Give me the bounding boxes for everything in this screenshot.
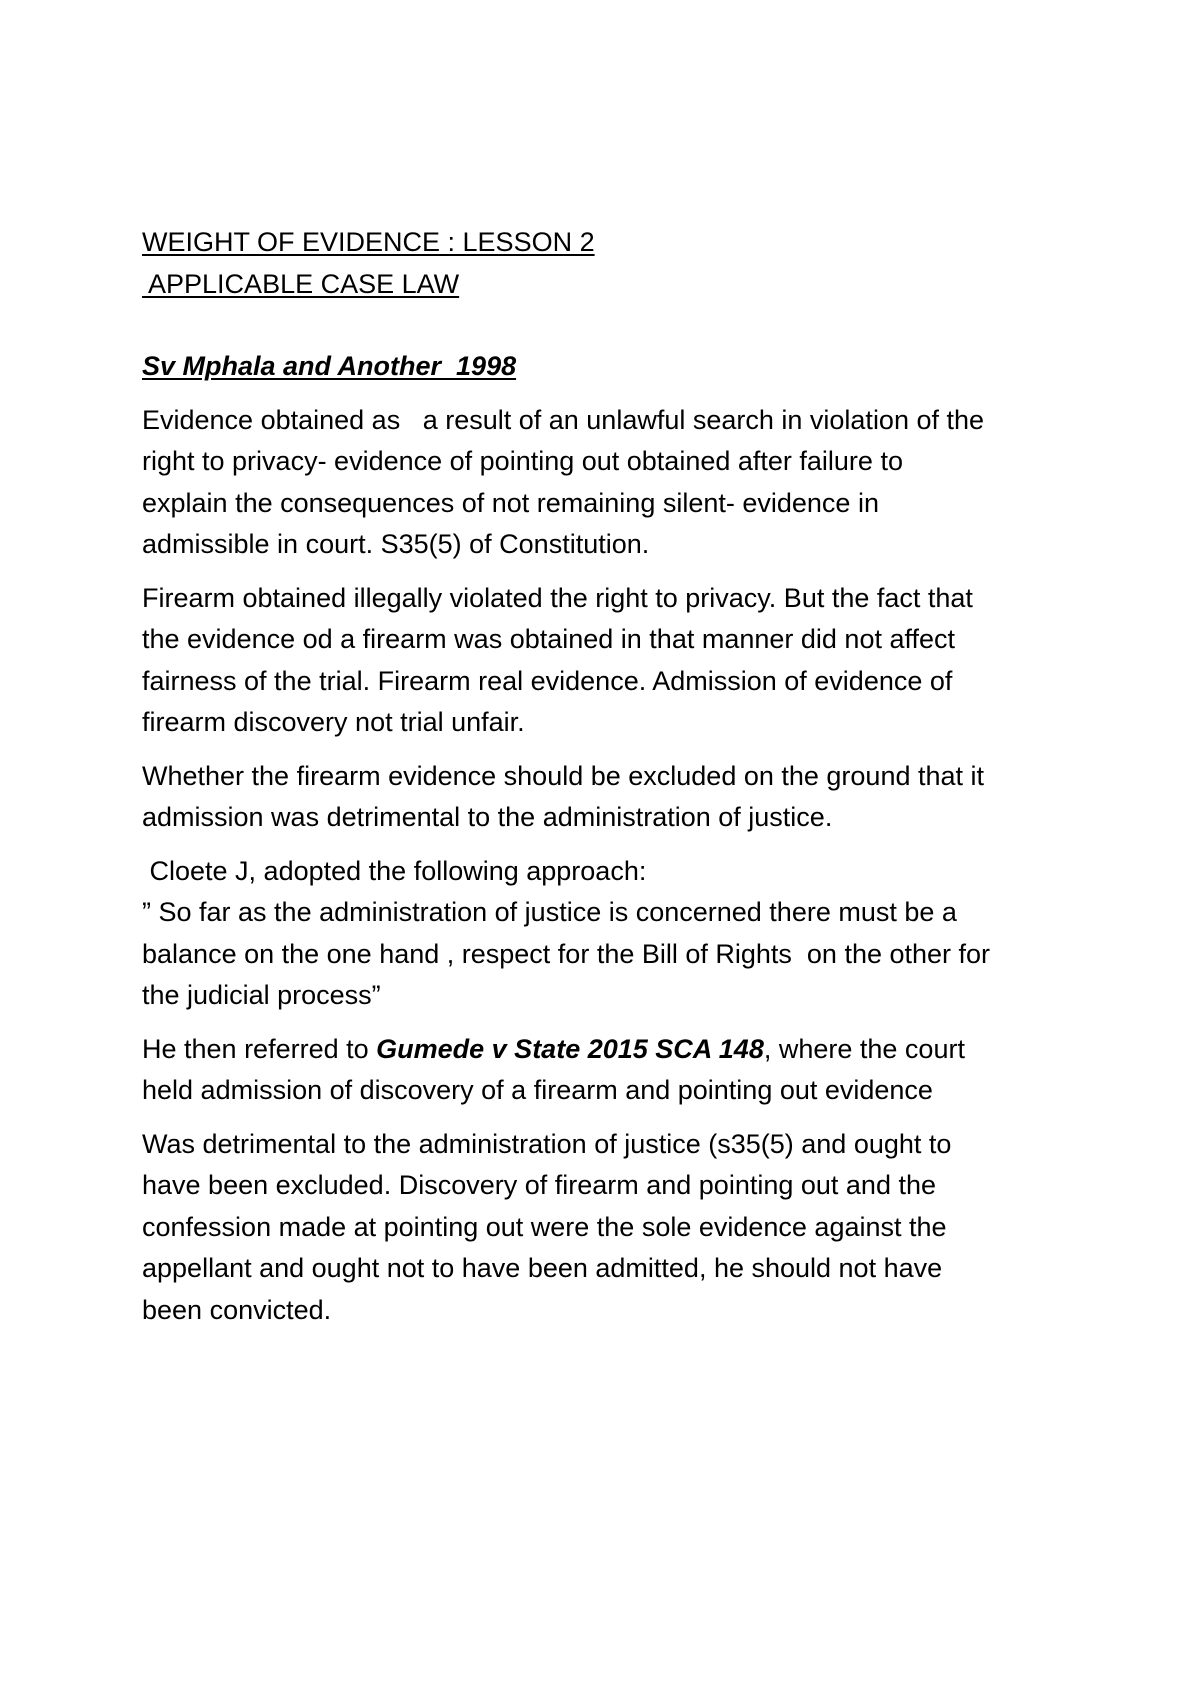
paragraph-3 <box>142 756 1082 839</box>
paragraph-line <box>142 1029 1082 1071</box>
paragraph-line: have been excluded. Discovery of firearm and pointing out and the <box>142 1170 936 1200</box>
quote-line: the judicial process” <box>142 980 381 1010</box>
paragraph-line: Firearm obtained illegally violated the right to privacy. But the fact that <box>142 582 973 613</box>
paragraph-line: admissible in court. S35(5) of Constitution. <box>142 529 650 559</box>
document-subtitle: APPLICABLE CASE LAW <box>142 268 460 299</box>
paragraph-line: held admission of discovery of a firearm and pointing out evidence <box>142 1075 933 1105</box>
paragraph-line: Cloete J, adopted the following approach: <box>142 855 647 886</box>
paragraph-5 <box>142 1029 1082 1112</box>
paragraph-line: the evidence od a firearm was obtained in that manner did not affect <box>142 624 956 654</box>
paragraph-line: explain the consequences of not remaining silent- evidence in <box>142 487 879 518</box>
document-title: WEIGHT OF EVIDENCE : LESSON 2 <box>142 227 595 257</box>
case-heading: Sv Mphala and Another 1998 <box>142 351 517 381</box>
case-heading-row <box>142 346 1082 388</box>
document-page <box>142 222 1082 1343</box>
paragraph-6 <box>142 1124 1082 1332</box>
blank-line <box>142 305 1082 346</box>
paragraph-line: admission was detrimental to the administration of justice. <box>142 802 833 832</box>
paragraph-2 <box>142 578 1082 744</box>
paragraph-line: Whether the firearm evidence should be excluded on the ground that it <box>142 760 985 791</box>
subtitle-row <box>142 264 1082 306</box>
paragraph-text: , where the court <box>763 1033 965 1064</box>
paragraph-4-quote <box>142 851 1082 1017</box>
case-citation: Gumede v State 2015 SCA 148 <box>376 1033 764 1064</box>
paragraph-line: right to privacy- evidence of pointing out obtained after failure to <box>142 446 903 476</box>
paragraph-1 <box>142 400 1082 566</box>
quote-line: balance on the one hand , respect for the Bill of Rights on the other for <box>142 938 991 969</box>
paragraph-line: fairness of the trial. Firearm real evidence. Admission of evidence of <box>142 665 953 696</box>
quote-line: ” So far as the administration of justice is concerned there must be a <box>142 897 957 927</box>
title-row <box>142 222 1082 264</box>
paragraph-line: confession made at pointing out were the sole evidence against the <box>142 1211 947 1242</box>
paragraph-line: appellant and ought not to have been admitted, he should not have <box>142 1253 943 1283</box>
paragraph-line: Evidence obtained as a result of an unlawful search in violation of the <box>142 404 985 435</box>
paragraph-line: been convicted. <box>142 1294 332 1325</box>
paragraph-line: firearm discovery not trial unfair. <box>142 707 525 737</box>
paragraph-line: Was detrimental to the administration of justice (s35(5) and ought to <box>142 1128 952 1159</box>
paragraph-text: He then referred to <box>142 1033 377 1064</box>
